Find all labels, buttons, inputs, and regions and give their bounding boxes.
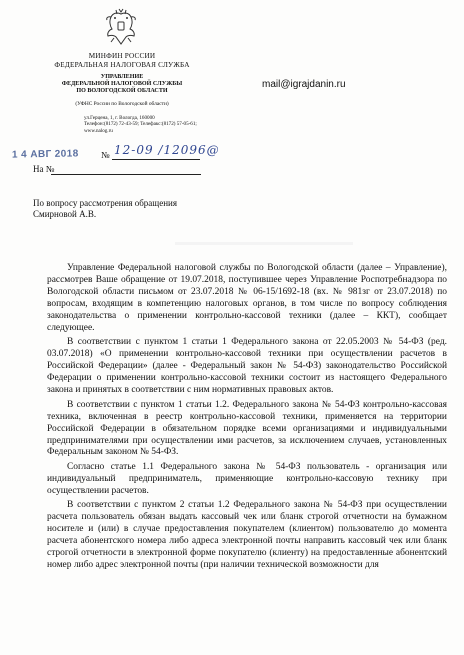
- handwritten-outgoing-number: 12-09 /12096@: [114, 143, 220, 157]
- address-line: ул.Герцена, 1, г. Вологда, 160000: [84, 115, 155, 121]
- address-line: Телефон:(8172) 72-43-59; Телефакс:(8172) 57-05-61;: [84, 121, 197, 128]
- address-line: www.nalog.ru: [84, 127, 113, 134]
- body-paragraph: Управление Федеральной налоговой службы по Вологодской области (далее – Управление), рассмотрев Ваше обращение от 19.07.2018, поступившее через Управление Роспотребнадзора по Вологодской области письмом от 23.07.2018 № 06-15/1692-18 (вх. № 981зг от 23.07.2018) по вопросам, входящим в компетенцию налоговых органов, в том числе по вопросу соблюдения законодательства о применении контрольно-кассовой техники (далее – ККТ), сообщает следующее.: [47, 263, 447, 333]
- outgoing-number-line: [112, 159, 200, 160]
- directorate-short-name: (УФНС России по Вологодской области): [75, 101, 169, 107]
- reference-number-label: На №: [33, 164, 55, 174]
- ministry-name: МИНФИН РОССИИ: [88, 52, 156, 60]
- date-stamp: 1 4 АВГ 2018: [11, 148, 79, 161]
- letterhead-address: [84, 115, 204, 134]
- directorate-line: УПРАВЛЕНИЕ: [100, 74, 144, 80]
- body-paragraph: В соответствии с пунктом 1 статьи 1.2. Федерального закона № 54-ФЗ контрольно-кассовая техника, включенная в реестр контрольно-кассовой техники, применяется на территории Российской Федерации в обязательном порядке всеми организациями и индивидуальными предпринимателями при осуществлении ими расчетов, за исключением случаев, установленных Федеральным законом № 54-ФЗ.: [47, 399, 447, 458]
- double-headed-eagle-emblem-icon: [103, 8, 139, 48]
- subject-line: Смирновой А.В.: [33, 209, 97, 220]
- service-name: ФЕДЕРАЛЬНАЯ НАЛОГОВАЯ СЛУЖБА: [54, 61, 190, 69]
- body-paragraph: В соответствии с пунктом 1 статьи 1 Федерального закона от 22.05.2003 № 54-ФЗ (ред. 03.07.2018) «О применении контрольно-кассовой техники при осуществлении расчетов в Российской Федерации» (далее - Федеральный закон № 54-ФЗ) законодательство Российской Федерации о применении контрольно-кассовой техники состоит из настоящего Федерального закона и принятых в соответствии с ним нормативных правовых актов.: [47, 337, 447, 396]
- body-paragraph: Согласно статье 1.1 Федерального закона № 54-ФЗ пользователь - организация или индивидуальный предприниматель, применяющие контрольно-кассовую технику при осуществлении расчетов.: [47, 462, 447, 496]
- body-paragraph: В соответствии с пунктом 2 статьи 1.2 Федерального закона № 54-ФЗ при осуществлении расчета пользователь обязан выдать кассовый чек или бланк строгой отчетности на бумажном носителе и (или) в случае предоставления покупателем (клиентом) пользователю до момента расчета абонентского номера либо адреса электронной почты направить кассовый чек или бланк строгой отчетности в электронной форме покупателю (клиенту) на предоставленные абонентский номер либо адрес электронной почты (при наличии технической возможности для: [47, 500, 447, 571]
- letter-body: [47, 263, 447, 572]
- subject-line: По вопросу рассмотрения обращения: [33, 198, 177, 208]
- letter-subject: [33, 198, 177, 221]
- directorate-name: [52, 74, 192, 95]
- reference-number-line: [51, 174, 201, 175]
- recipient-email: mail@igrajdanin.ru: [262, 79, 346, 90]
- outgoing-number-label: №: [101, 150, 110, 160]
- redaction-strip: [175, 242, 353, 245]
- directorate-line: ФЕДЕРАЛЬНОЙ НАЛОГОВОЙ СЛУЖБЫ: [61, 81, 183, 87]
- directorate-line: ПО ВОЛОГОДСКОЙ ОБЛАСТИ: [76, 88, 168, 94]
